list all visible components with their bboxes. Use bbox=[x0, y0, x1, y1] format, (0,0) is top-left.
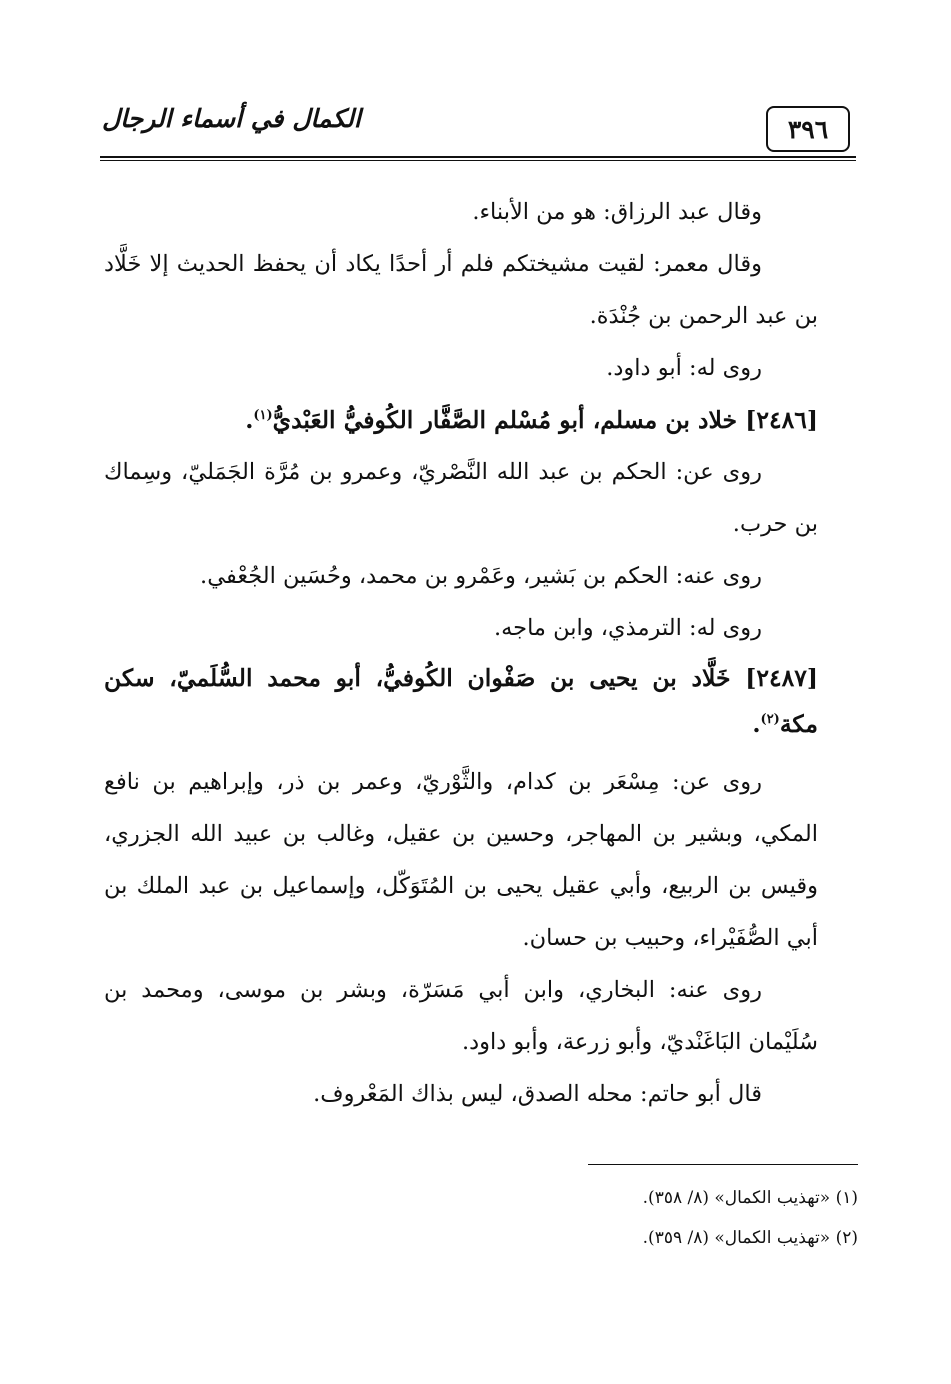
paragraph: روى عنه: الحكم بن بَشير، وعَمْرو بن محمد، وحُسَين الجُعْفي. bbox=[200, 563, 762, 589]
paragraph: روى عن: مِسْعَر بن كدام، والثَّوْريّ، وعمر بن ذر، وإبراهيم بن نافع المكي، وبشير بن المهاجر، وحسين بن عقيل، وغالب بن عبيد الله الجزري، وقيس بن الربيع، وأبي عقيل يحيى بن المُتَوَكّل، وإسماعيل بن عبد الملك بن أبي الصُّفَيْراء، وحبيب بن حسان. bbox=[104, 769, 818, 951]
heading-end: . bbox=[245, 406, 254, 434]
entry-heading-line1: [٢٤٨٧] خَلَّاد بن يحيى بن صَفْوان الكُوفيُّ، أبو محمد السُّلَميّ، سكن bbox=[104, 664, 818, 692]
paragraph: روى عنه: البخاري، وابن أبي مَسَرّة، وبشر بن موسى، ومحمد بن سُلَيْمان البَاغَنْديّ، وأبو زرعة، وأبو داود. bbox=[104, 977, 818, 1055]
heading-end: . bbox=[752, 710, 761, 738]
entry-heading bbox=[104, 394, 818, 446]
paragraph: وقال معمر: لقيت مشيختكم فلم أر أحدًا يكاد أن يحفظ الحديث إلا خَلَّاد بن عبد الرحمن بن جُنْدَة. bbox=[104, 251, 818, 329]
paragraph: وقال عبد الرزاق: هو من الأبناء. bbox=[472, 199, 762, 225]
footnote: (١) «تهذيب الكمال» (٨/ ٣٥٨). bbox=[642, 1188, 858, 1208]
page-header bbox=[100, 100, 856, 160]
entry-heading-text: [٢٤٨٦] خلاد بن مسلم، أبو مُسْلم الصَّفَّار الكُوفيُّ العَبْديُّ bbox=[272, 406, 818, 434]
paragraph: روى عن: الحكم بن عبد الله النَّصْريّ، وعمرو بن مُرَّة الجَمَليّ، وسِماك بن حرب. bbox=[104, 459, 818, 537]
page-number: ٣٩٦ bbox=[766, 106, 850, 152]
footnote: (٢) «تهذيب الكمال» (٨/ ٣٥٩). bbox=[642, 1228, 858, 1248]
entry-heading-line2 bbox=[104, 702, 818, 746]
footnote-ref: (١) bbox=[253, 408, 273, 424]
paragraph: روى له: أبو داود. bbox=[606, 355, 762, 381]
main-text bbox=[104, 186, 818, 1120]
footnote-ref: (٢) bbox=[760, 712, 780, 728]
running-title: الكمال في أسماء الرجال bbox=[102, 104, 361, 133]
footnotes bbox=[104, 1178, 858, 1258]
footnote-separator bbox=[588, 1164, 858, 1165]
paragraph: روى له: الترمذي، وابن ماجه. bbox=[493, 615, 762, 641]
entry-heading-text: مكة bbox=[779, 710, 818, 738]
paragraph: قال أبو حاتم: محله الصدق، ليس بذاك المَعْروف. bbox=[313, 1081, 762, 1107]
header-rule-thin bbox=[100, 160, 856, 161]
header-rule bbox=[100, 156, 856, 158]
